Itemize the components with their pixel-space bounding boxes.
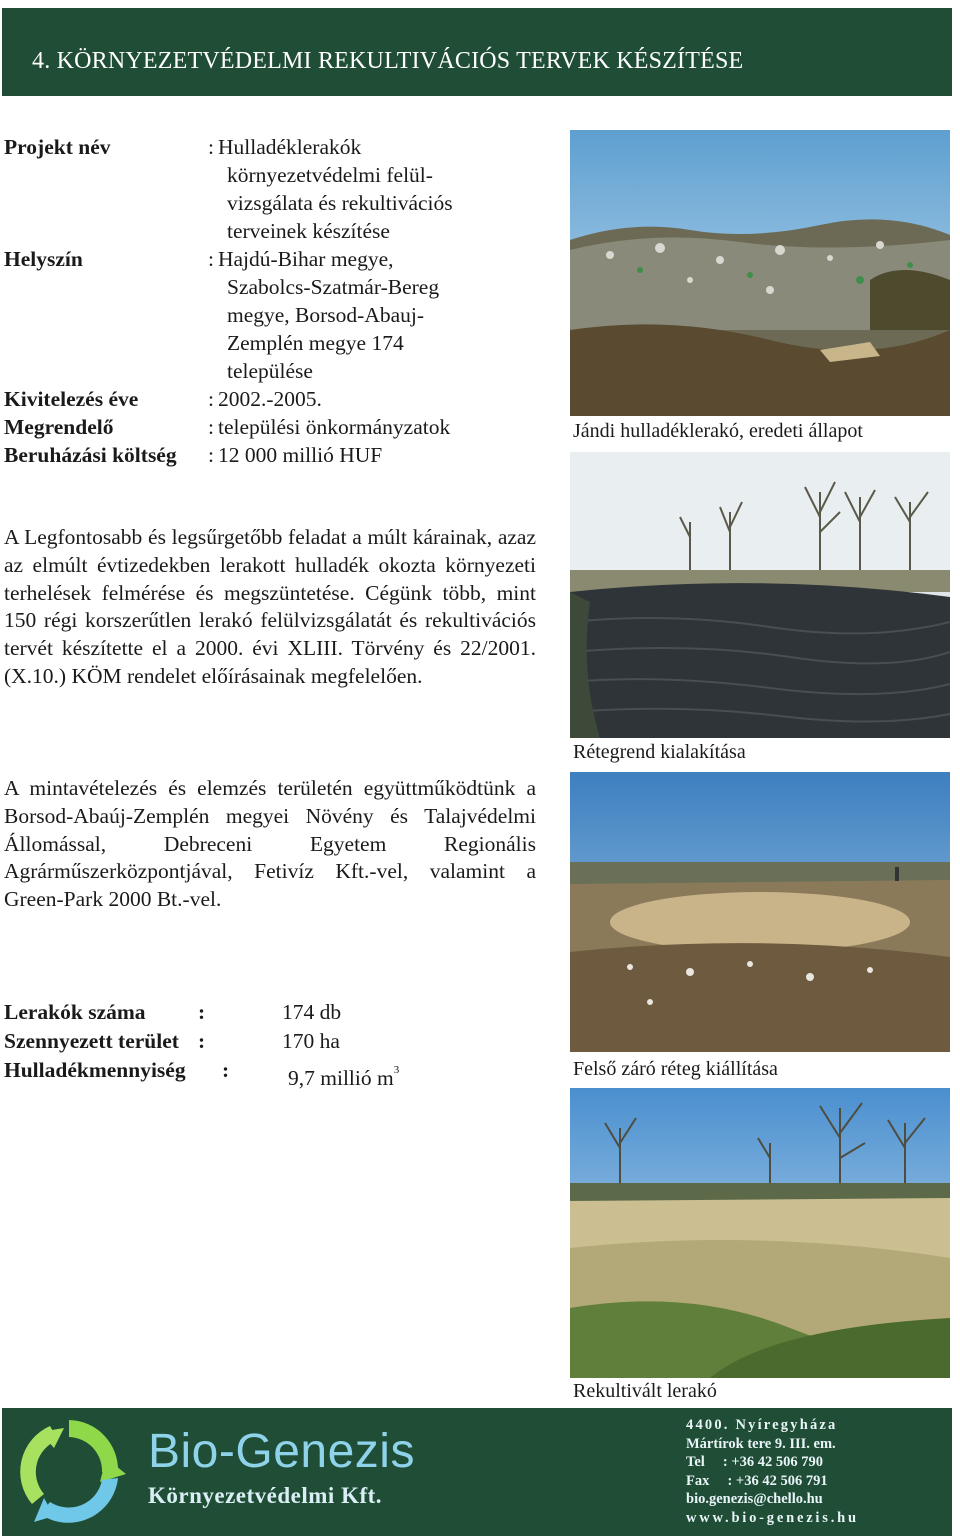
project-line: Hulladéklerakók (217, 135, 362, 159)
colon: : (208, 443, 214, 467)
colon: : (208, 135, 214, 159)
landfill-original-photo (570, 130, 950, 416)
top-cover-photo (570, 772, 950, 1052)
colon: : (198, 1029, 206, 1053)
colon: : (208, 415, 214, 439)
project-value (214, 133, 534, 245)
waste-amount: 9,7 millió m (288, 1066, 394, 1090)
key-figures (4, 998, 399, 1093)
area-value: 170 ha (282, 1029, 340, 1053)
address-street: Mártírok tere 9. III. em. (686, 1435, 836, 1452)
project-line: terveinek készítése (226, 219, 390, 243)
contact-block (686, 1416, 859, 1528)
colon: : (222, 1058, 230, 1082)
address-city: 4400. Nyíregyháza (686, 1417, 838, 1433)
location-value (214, 245, 534, 385)
client-label: Megrendelő (4, 415, 114, 439)
recycle-logo-icon (10, 1412, 128, 1532)
website-link[interactable]: www.bio-genezis.hu (686, 1509, 859, 1526)
colon: : (208, 387, 214, 411)
photo-caption: Jándi hulladéklerakó, eredeti állapot (573, 420, 863, 442)
page-header (2, 8, 952, 96)
location-line: települése (226, 359, 313, 383)
company-name: Bio-Genezis (148, 1425, 415, 1478)
project-info (4, 133, 554, 469)
area-row (4, 1027, 399, 1056)
location-label: Helyszín (4, 247, 83, 271)
waste-row (4, 1056, 399, 1093)
fax: Fax : +36 42 506 791 (686, 1472, 828, 1489)
cost-row (4, 441, 554, 469)
project-line: vizsgálata és rekultivációs (226, 191, 453, 215)
company-subtitle: Környezetvédelmi Kft. (148, 1483, 383, 1508)
layer-structure-photo (570, 452, 950, 738)
email-link[interactable]: bio.genezis@chello.hu (686, 1491, 823, 1508)
client-value: települési önkormányzatok (217, 415, 451, 439)
year-row (4, 385, 554, 413)
cost-value: 12 000 millió HUF (217, 443, 383, 467)
page-title: 4. KÖRNYEZETVÉDELMI REKULTIVÁCIÓS TERVEK KÉSZÍTÉSE (32, 48, 744, 74)
cost-label: Beruházási költség (4, 443, 177, 467)
colon: : (208, 247, 214, 271)
cooperation-paragraph: A mintavételezés és elemzés területén együttműködtünk a Borsod-Abaúj-Zemplén megyei Növény és Talajvédelmi Állomással, Debreceni Egyetem Regionális Agrárműszerközpontjával, Fetivíz Kft.-vel, valamint a Green-Park 2000 Bt.-vel. (4, 776, 536, 912)
photo-caption: Rétegrend kialakítása (573, 741, 746, 763)
sites-value: 174 db (282, 1000, 342, 1024)
project-label: Projekt név (4, 135, 111, 159)
location-line: Zemplén megye 174 (226, 331, 404, 355)
location-line: Hajdú-Bihar megye, (217, 247, 394, 271)
waste-label: Hulladékmennyiség (4, 1058, 186, 1082)
location-line: megye, Borsod-Abauj- (226, 303, 425, 327)
company-footer (2, 1408, 952, 1536)
client-row (4, 413, 554, 441)
sites-label: Lerakók száma (4, 1000, 146, 1024)
colon: : (198, 1000, 206, 1024)
project-row (4, 133, 554, 245)
location-row (4, 245, 554, 385)
photo-caption: Felső záró réteg kiállítása (573, 1058, 778, 1080)
area-label: Szennyezett terület (4, 1029, 179, 1053)
photo-caption: Rekultivált lerakó (573, 1380, 717, 1402)
sites-row (4, 998, 399, 1027)
description-paragraph: A Legfontosabb és legsűrgetőbb feladat a múlt kárainak, azaz az elmúlt évtizedekben lerakott hulladék okozta környezeti terhelések felmérése és megszüntetése. Cégünk több, mint 150 régi korszerűtlen lerakó felülvizsgálatát és rekultivációs tervét készítette el a 2000. évi XLIII. Törvény és 22/2001. (X.10.) KÖM rendelet előírásainak megfelelően. (4, 525, 536, 688)
location-line: Szabolcs-Szatmár-Bereg (226, 275, 440, 299)
project-line: környezetvédelmi felül- (226, 163, 433, 187)
waste-value (288, 1056, 399, 1093)
waste-unit-exponent: 3 (393, 1064, 400, 1076)
phone: Tel : +36 42 506 790 (686, 1454, 824, 1471)
year-value: 2002.-2005. (217, 387, 322, 411)
year-label: Kivitelezés éve (4, 387, 139, 411)
recultivated-photo (570, 1088, 950, 1378)
